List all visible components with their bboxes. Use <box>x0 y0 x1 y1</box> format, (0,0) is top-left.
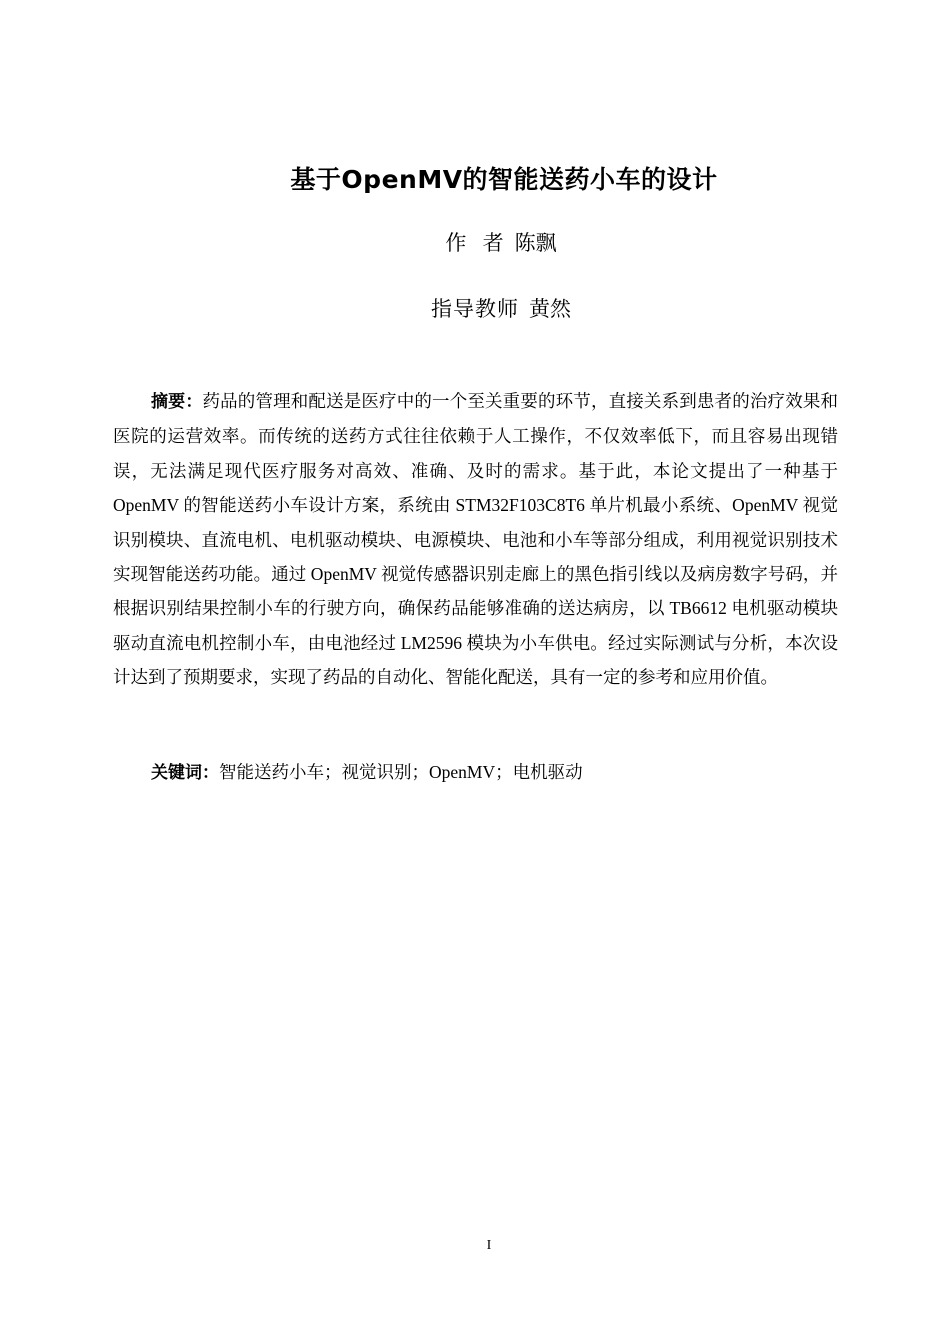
abstract-text: 药品的管理和配送是医疗中的一个至关重要的环节，直接关系到患者的治疗效果和医院的运营效率。而传统的送药方式往往依赖于人工操作，不仅效率低下，而且容易出现错误，无法满足现代医疗服务对高效、准确、及时的需求。基于此，本论文提出了一种基于 OpenMV 的智能送药小车设计方案，系统由 STM32F103C8T6 单片机最小系统、OpenMV 视觉识别模块、直流电机、电机驱动模块、电源模块、电池和小车等部分组成，利用视觉识别技术实现智能送药功能。通过 OpenMV 视觉传感器识别走廊上的黑色指引线以及病房数字号码，并根据识别结果控制小车的行驶方向，确保药品能够准确的送达病房，以 TB6612 电机驱动模块驱动直流电机控制小车，由电池经过 LM2596 模块为小车供电。经过实际测试与分析，本次设计达到了预期要求，实现了药品的自动化、智能化配送，具有一定的参考和应用价值。 <box>113 391 839 688</box>
advisor-label: 指导教师 <box>431 297 519 321</box>
keywords-heading: 关键词： <box>151 763 219 783</box>
abstract-paragraph <box>113 384 838 695</box>
author-label: 作 者 <box>445 231 505 255</box>
paper-title: 基于OpenMV的智能送药小车的设计 <box>290 165 718 194</box>
keywords-text: 智能送药小车；视觉识别；OpenMV；电机驱动 <box>219 762 583 782</box>
advisor-line <box>0 294 950 324</box>
advisor-name: 黄然 <box>529 297 571 321</box>
abstract-heading: 摘要： <box>151 392 203 412</box>
page-number: I <box>486 1238 492 1253</box>
keywords-line <box>113 755 838 790</box>
author-line <box>0 228 950 258</box>
author-name: 陈飘 <box>514 231 557 255</box>
